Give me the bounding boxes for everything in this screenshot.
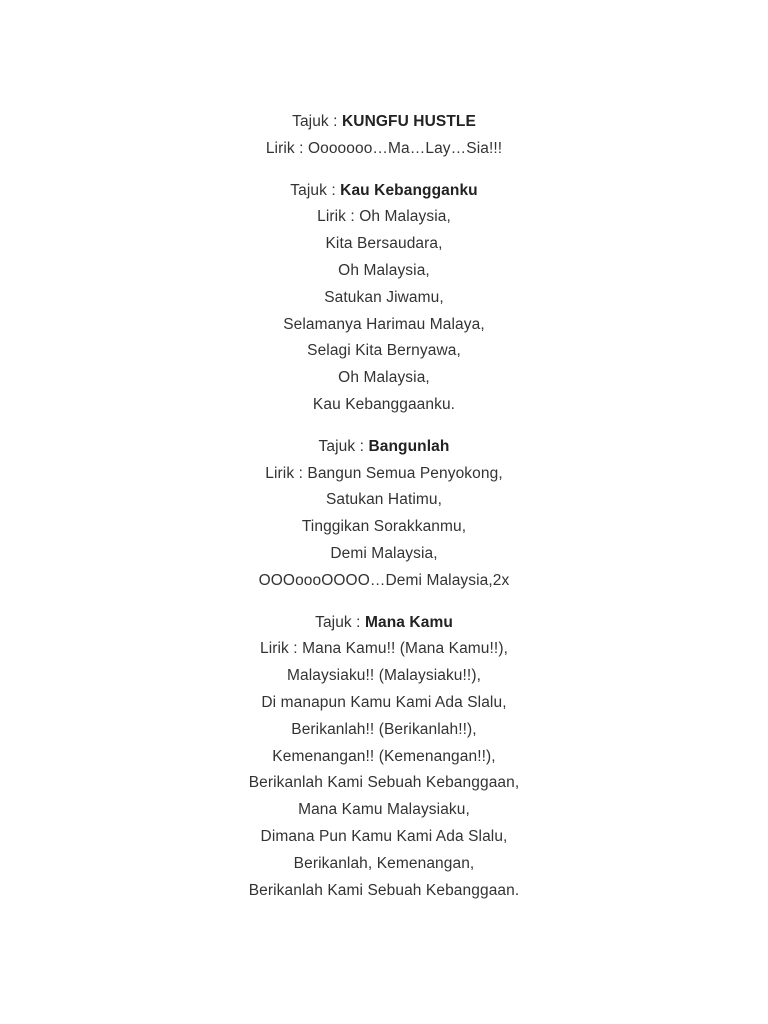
lyric-line: Demi Malaysia, [330,544,438,562]
lyric-line: Berikanlah, Kemenangan, [293,854,475,872]
song-title: Mana Kamu [365,613,453,631]
lyric-line: Lirik : Ooooooo…Ma…Lay…Sia!!! [265,139,503,157]
song-kungfu-hustle [0,109,768,163]
song-mana-kamu [0,610,768,905]
lyric-line: OOOoooOOOO…Demi Malaysia,2x [258,571,510,589]
lyric-line: Dimana Pun Kamu Kami Ada Slalu, [260,827,508,845]
lyric-line: Oh Malaysia, [338,369,430,387]
song-kau-kebangganku [0,178,768,419]
title-label: Tajuk : [290,181,341,199]
song-title-line [0,109,768,136]
lyric-line: Selamanya Harimau Malaya, [283,315,485,333]
song-title-line [0,178,768,205]
lyric-line: Tinggikan Sorakkanmu, [301,518,467,536]
title-label: Tajuk : [318,437,369,455]
lyrics-document [0,109,768,919]
title-label: Tajuk : [292,113,342,130]
lyric-line: Lirik : Oh Malaysia, [317,208,451,226]
song-title-line [0,434,768,461]
song-title: Kau Kebangganku [340,181,478,199]
lyric-line: Di manapun Kamu Kami Ada Slalu, [261,693,507,711]
lyric-line: Kita Bersaudara, [325,235,443,253]
song-title: KUNGFU HUSTLE [342,113,476,130]
lyric-line: Lirik : Mana Kamu!! (Mana Kamu!!), [259,640,509,658]
lyric-line: Kemenangan!! (Kemenangan!!), [272,747,496,765]
song-title: Bangunlah [368,437,450,455]
lyric-line: Oh Malaysia, [338,261,430,279]
lyric-line: Kau Kebanggaanku. [312,395,456,413]
lyric-line: Malaysiaku!! (Malaysiaku!!), [286,667,482,685]
lyric-line: Selagi Kita Bernyawa, [307,342,461,360]
lyric-line: Berikanlah Kami Sebuah Kebanggaan, [248,774,520,792]
song-title-line [0,610,768,637]
lyric-line: Lirik : Bangun Semua Penyokong, [265,464,503,482]
lyric-line: Berikanlah Kami Sebuah Kebanggaan. [248,881,520,899]
lyric-line: Berikanlah!! (Berikanlah!!), [291,720,477,738]
lyric-line: Mana Kamu Malaysiaku, [298,801,470,819]
song-bangunlah [0,434,768,595]
lyric-line: Satukan Jiwamu, [324,288,444,306]
title-label: Tajuk : [315,613,365,631]
lyric-line: Satukan Hatimu, [325,491,443,509]
